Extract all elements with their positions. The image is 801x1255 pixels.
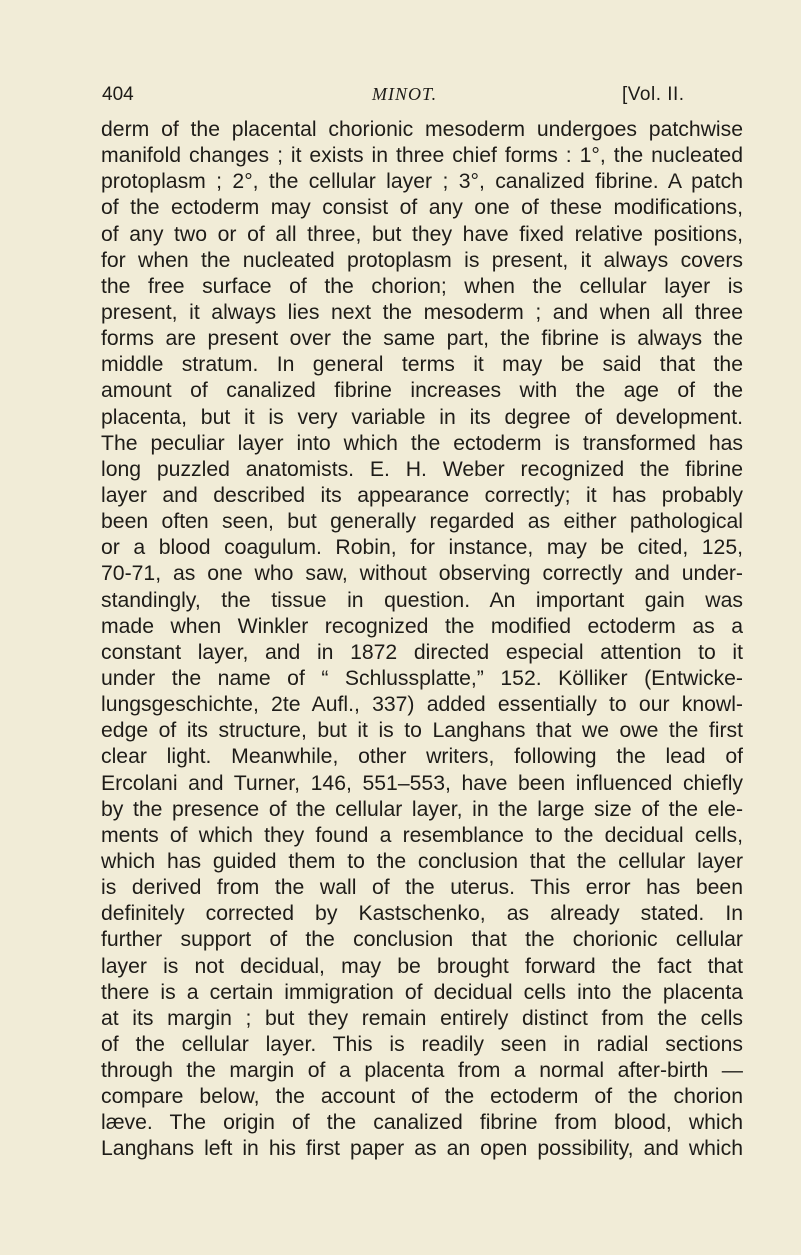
text-line: under the name of “ Schlussplatte,” 152. Kölliker (Entwicke- [101,666,743,690]
text-line: forms are present over the same part, the fibrine is always the [101,327,743,351]
text-line: further support of the conclusion that the chorionic cellular [101,928,743,952]
text-line: clear light. Meanwhile, other writers, following the lead of [101,745,743,769]
text-line: layer is not decidual, may be brought forward the fact that [101,954,743,978]
running-title: MINOT. [372,84,438,104]
text-line: Langhans left in his first paper as an open possibility, and which [101,1137,743,1161]
text-line: protoplasm ; 2°, the cellular layer ; 3°, canalized fibrine. A patch [101,170,743,194]
volume-label: [Vol. II. [622,84,685,105]
text-line: The peculiar layer into which the ectoderm is transformed has [101,431,743,455]
text-line: middle stratum. In general terms it may be said that the [101,353,743,377]
text-line: layer and described its appearance correctly; it has probably [101,483,743,507]
text-line: placenta, but it is very variable in its degree of development. [101,405,743,429]
text-line: amount of canalized fibrine increases with the age of the [101,379,743,403]
text-line: for when the nucleated protoplasm is present, it always covers [101,248,743,272]
text-line: definitely corrected by Kastschenko, as already stated. In [101,902,743,926]
text-line: long puzzled anatomists. E. H. Weber recognized the fibrine [101,457,743,481]
text-line: of any two or of all three, but they have fixed relative positions, [101,222,743,246]
text-line: the free surface of the chorion; when the cellular layer is [101,274,743,298]
text-line: at its margin ; but they remain entirely distinct from the cells [101,1006,743,1030]
text-line: compare below, the account of the ectoderm of the chorion [101,1085,743,1109]
text-line: standingly, the tissue in question. An important gain was [101,588,743,612]
text-line: of the cellular layer. This is readily seen in radial sections [101,1032,743,1056]
text-line: by the presence of the cellular layer, in the large size of the ele- [101,797,743,821]
text-line: derm of the placental chorionic mesoderm undergoes patchwise [101,118,743,141]
text-line: ments of which they found a resemblance to the decidual cells, [101,823,743,847]
page-number: 404 [102,84,134,105]
text-line: made when Winkler recognized the modified ectoderm as a [101,614,743,638]
text-line: 70-71, as one who saw, without observing correctly and under- [101,562,743,586]
text-line: lungsgeschichte, 2te Aufl., 337) added essentially to our knowl- [101,693,743,717]
text-line: through the margin of a placenta from a normal after-birth — [101,1059,743,1083]
text-line: there is a certain immigration of decidual cells into the placenta [101,980,743,1004]
running-header [0,84,801,114]
text-line: of the ectoderm may consist of any one of these modifications, [101,196,743,220]
text-line: been often seen, but generally regarded as either pathological [101,510,743,534]
text-line: or a blood coagulum. Robin, for instance, may be cited, 125, [101,536,743,560]
text-line: constant layer, and in 1872 directed especial attention to it [101,640,743,664]
text-line: manifold changes ; it exists in three chief forms : 1°, the nucleated [101,144,743,168]
text-line: is derived from the wall of the uterus. This error has been [101,876,743,900]
text-line: edge of its structure, but it is to Langhans that we owe the first [101,719,743,743]
text-line: læve. The origin of the canalized fibrine from blood, which [101,1111,743,1135]
text-line: which has guided them to the conclusion that the cellular layer [101,849,743,873]
body-text [101,117,743,1163]
text-line: Ercolani and Turner, 146, 551–553, have been influenced chiefly [101,771,743,795]
text-line: present, it always lies next the mesoderm ; and when all three [101,300,743,324]
